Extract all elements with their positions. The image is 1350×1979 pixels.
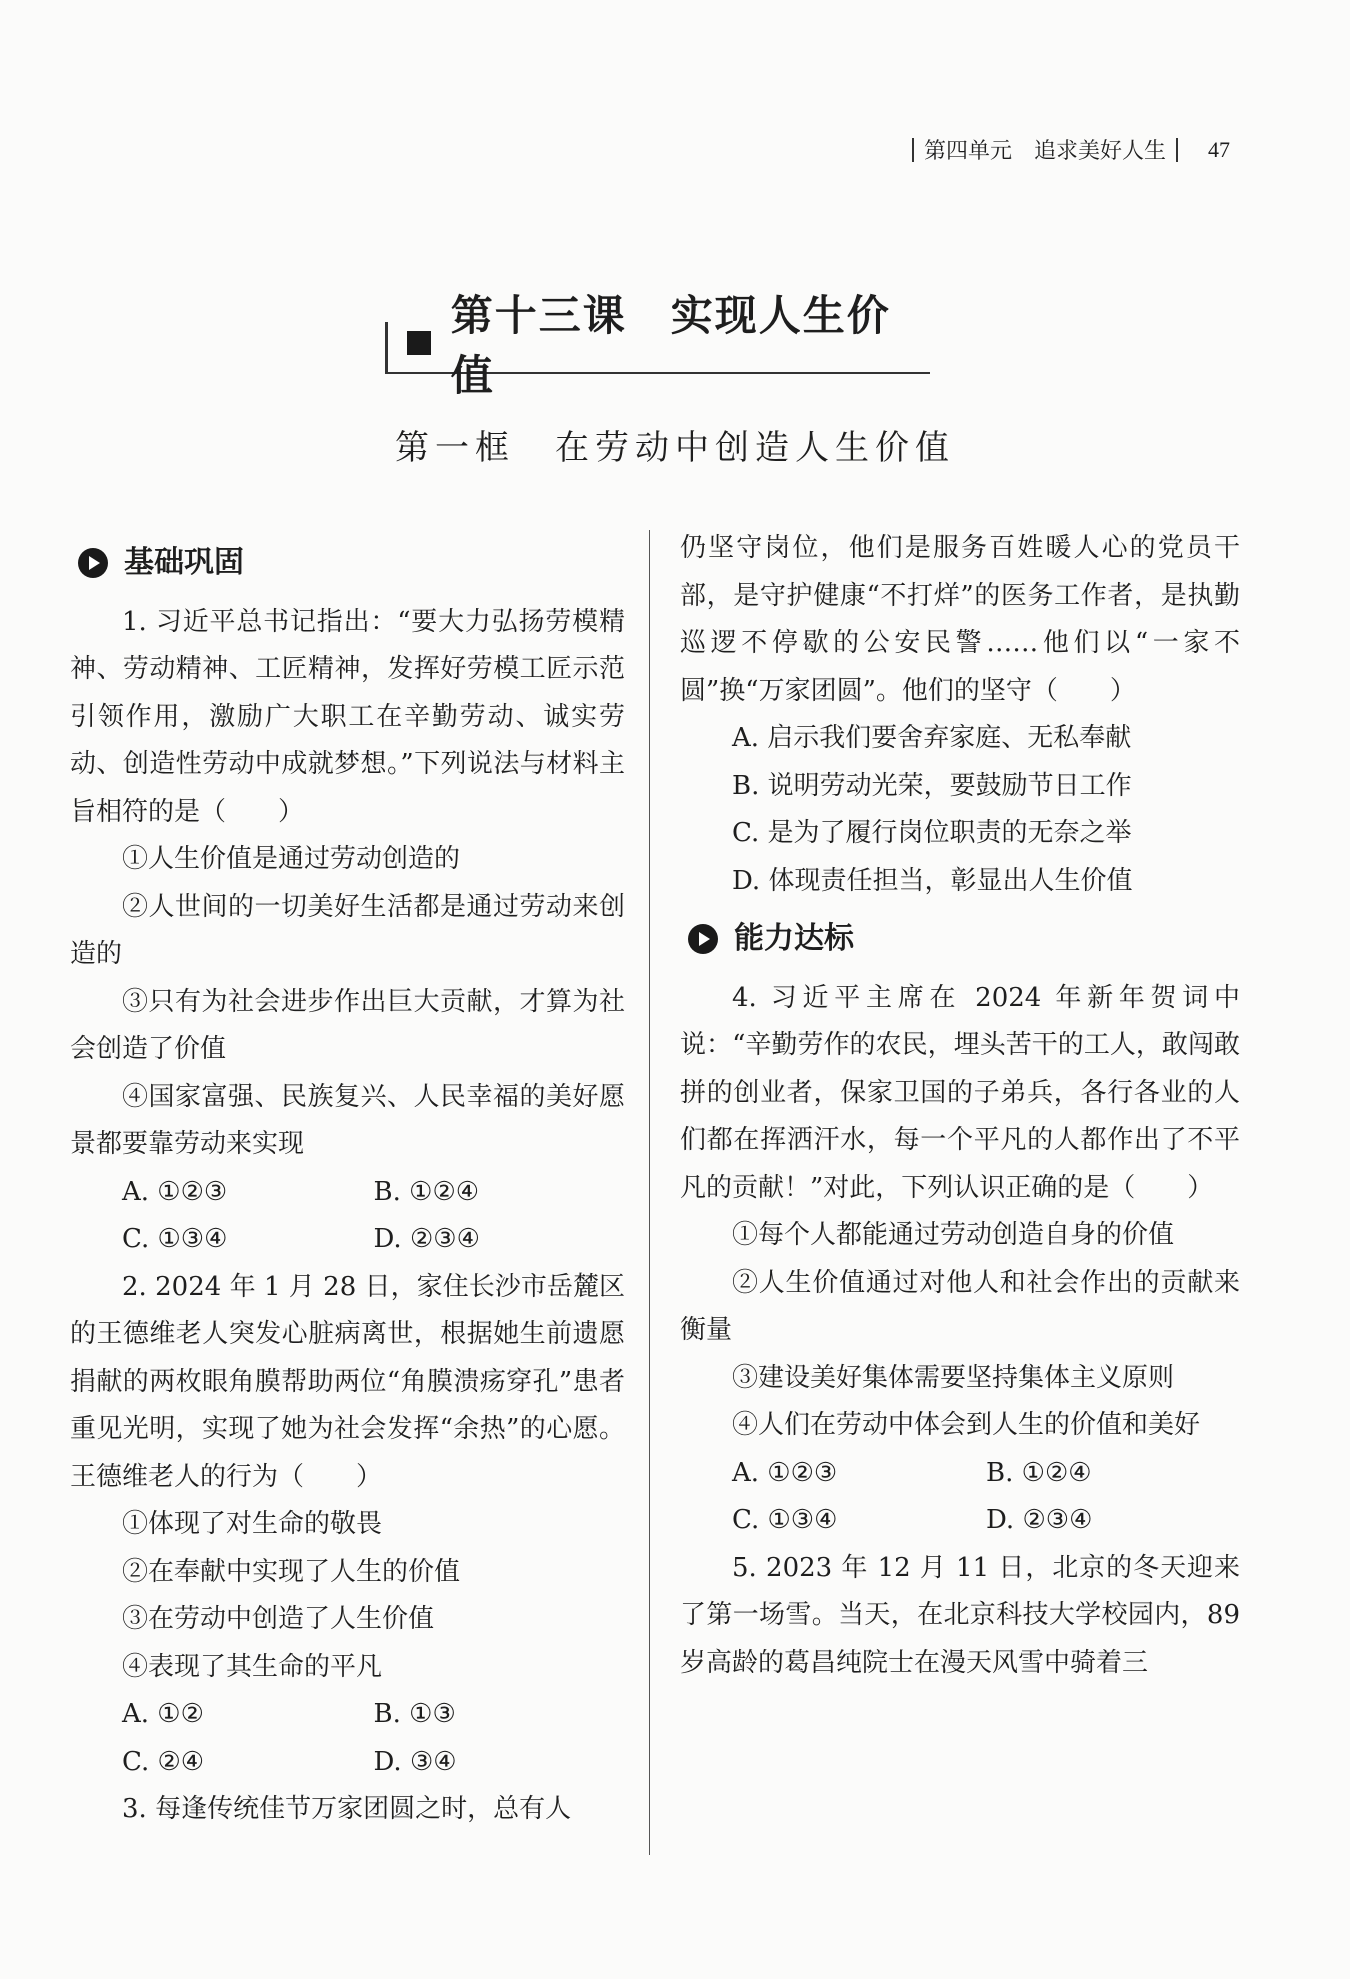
unit-title: 第四单元 追求美好人生 — [923, 139, 1166, 164]
statement-item: ①人生价值是通过劳动创造的 — [122, 844, 461, 874]
answer-options — [122, 1216, 625, 1264]
option-b: B. ①②④ — [373, 1176, 480, 1207]
option-c: C. ①③④ — [122, 1224, 228, 1254]
statement-item: ②人世间的一切美好生活都是通过劳动来创造的 — [70, 891, 625, 969]
statement-item: ④人们在劳动中体会到人生的价值和美好 — [732, 1410, 1201, 1440]
play-icon — [78, 548, 108, 578]
option-a: A. ①②③ — [122, 1176, 228, 1207]
statement-item: ①每个人都能通过劳动创造自身的价值 — [732, 1220, 1175, 1250]
page-number: 47 — [1208, 136, 1230, 162]
header-divider — [912, 138, 914, 162]
option-c: C. 是为了履行岗位职责的无奈之举 — [732, 818, 1132, 848]
question-stem: 3. 每逢传统佳节万家团圆之时，总有人 — [122, 1794, 572, 1824]
statement-item: ②人生价值通过对他人和社会作出的贡献来衡量 — [680, 1267, 1240, 1345]
option-b: B. ①②④ — [986, 1457, 1092, 1488]
question-stem-continued: 仍坚守岗位，他们是服务百姓暖人心的党员干部，是守护健康“不打烊”的医务工作者，是执勤巡逻不停歇的公安民警……他们以“一家不圆”换“万家团圆”。他们的坚守（ ） — [680, 533, 1240, 706]
answer-options — [122, 1739, 625, 1787]
column-divider — [649, 530, 650, 1855]
answer-options — [732, 1497, 1240, 1545]
statement-item: ③建设美好集体需要坚持集体主义原则 — [732, 1362, 1175, 1393]
question-stem: 1. 习近平总书记指出：“要大力弘扬劳模精神、劳动精神、工匠精神，发挥好劳模工匠示范引领作用，激励广大职工在辛勤劳动、诚实劳动、创造性劳动中成就梦想。”下列说法与材料主旨相符的是（ ） — [70, 606, 625, 827]
title-rule — [385, 322, 388, 372]
option-c: C. ①③④ — [732, 1505, 838, 1535]
statement-item: ④表现了其生命的平凡 — [122, 1651, 383, 1682]
option-d: D. 体现责任担当，彰显出人生价值 — [732, 865, 1133, 896]
question-stem: 5. 2023 年 12 月 11 日，北京的冬天迎来了第一场雪。当天，在北京科技大学校园内，89 岁高龄的葛昌纯院士在漫天风雪中骑着三 — [680, 1552, 1240, 1678]
option-a: A. ①② — [122, 1699, 204, 1729]
statement-item: ②在奉献中实现了人生的价值 — [122, 1556, 461, 1587]
lesson-title: 第十三课 实现人生价值 — [450, 291, 891, 400]
header-divider — [1176, 138, 1178, 162]
right-column — [680, 525, 1240, 1687]
option-d: D. ③④ — [373, 1746, 457, 1777]
option-a: A. 启示我们要舍弃家庭、无私奉献 — [732, 723, 1132, 753]
answer-options — [122, 1691, 625, 1739]
statement-item: ③在劳动中创造了人生价值 — [122, 1604, 435, 1634]
question-stem: 2. 2024 年 1 月 28 日，家住长沙市岳麓区的王德维老人突发心脏病离世，根据她生前遗愿捐献的两枚眼角膜帮助两位“角膜溃疡穿孔”患者重见光明，实现了她为社会发挥“余热”的心愿。王德维老人的行为（ ） — [70, 1271, 625, 1492]
answer-options — [122, 1169, 625, 1217]
option-d: D. ②③④ — [373, 1224, 480, 1254]
section-heading-basic — [78, 539, 625, 587]
section-title: 第一框 在劳动中创造人生价值 — [395, 428, 955, 468]
heading-label: 基础巩固 — [124, 545, 244, 580]
answer-options — [732, 1450, 1240, 1498]
option-a: A. ①②③ — [732, 1457, 838, 1488]
square-bullet-icon — [407, 331, 431, 355]
option-b: B. 说明劳动光荣，要鼓励节日工作 — [732, 770, 1132, 801]
play-icon — [688, 924, 718, 954]
left-column — [70, 535, 625, 1834]
statement-item: ④国家富强、民族复兴、人民幸福的美好愿景都要靠劳动来实现 — [70, 1081, 625, 1159]
option-b: B. ①③ — [373, 1699, 456, 1729]
running-header — [912, 134, 1230, 165]
section-heading-ability — [688, 915, 1240, 963]
question-stem: 4. 习近平主席在 2024 年新年贺词中说：“辛勤劳作的农民，埋头苦干的工人，敢闯敢拼的创业者，保家卫国的子弟兵，各行各业的人们都在挥洒汗水，每一个平凡的人都作出了不平凡的贡献！”对此，下列认识正确的是（ ） — [680, 982, 1240, 1203]
statement-item: ③只有为社会进步作出巨大贡献，才算为社会创造了价值 — [70, 986, 625, 1064]
option-d: D. ②③④ — [986, 1505, 1093, 1535]
option-c: C. ②④ — [122, 1746, 205, 1777]
statement-item: ①体现了对生命的敬畏 — [122, 1509, 383, 1539]
lesson-title-box — [385, 291, 930, 400]
heading-label: 能力达标 — [734, 921, 854, 956]
